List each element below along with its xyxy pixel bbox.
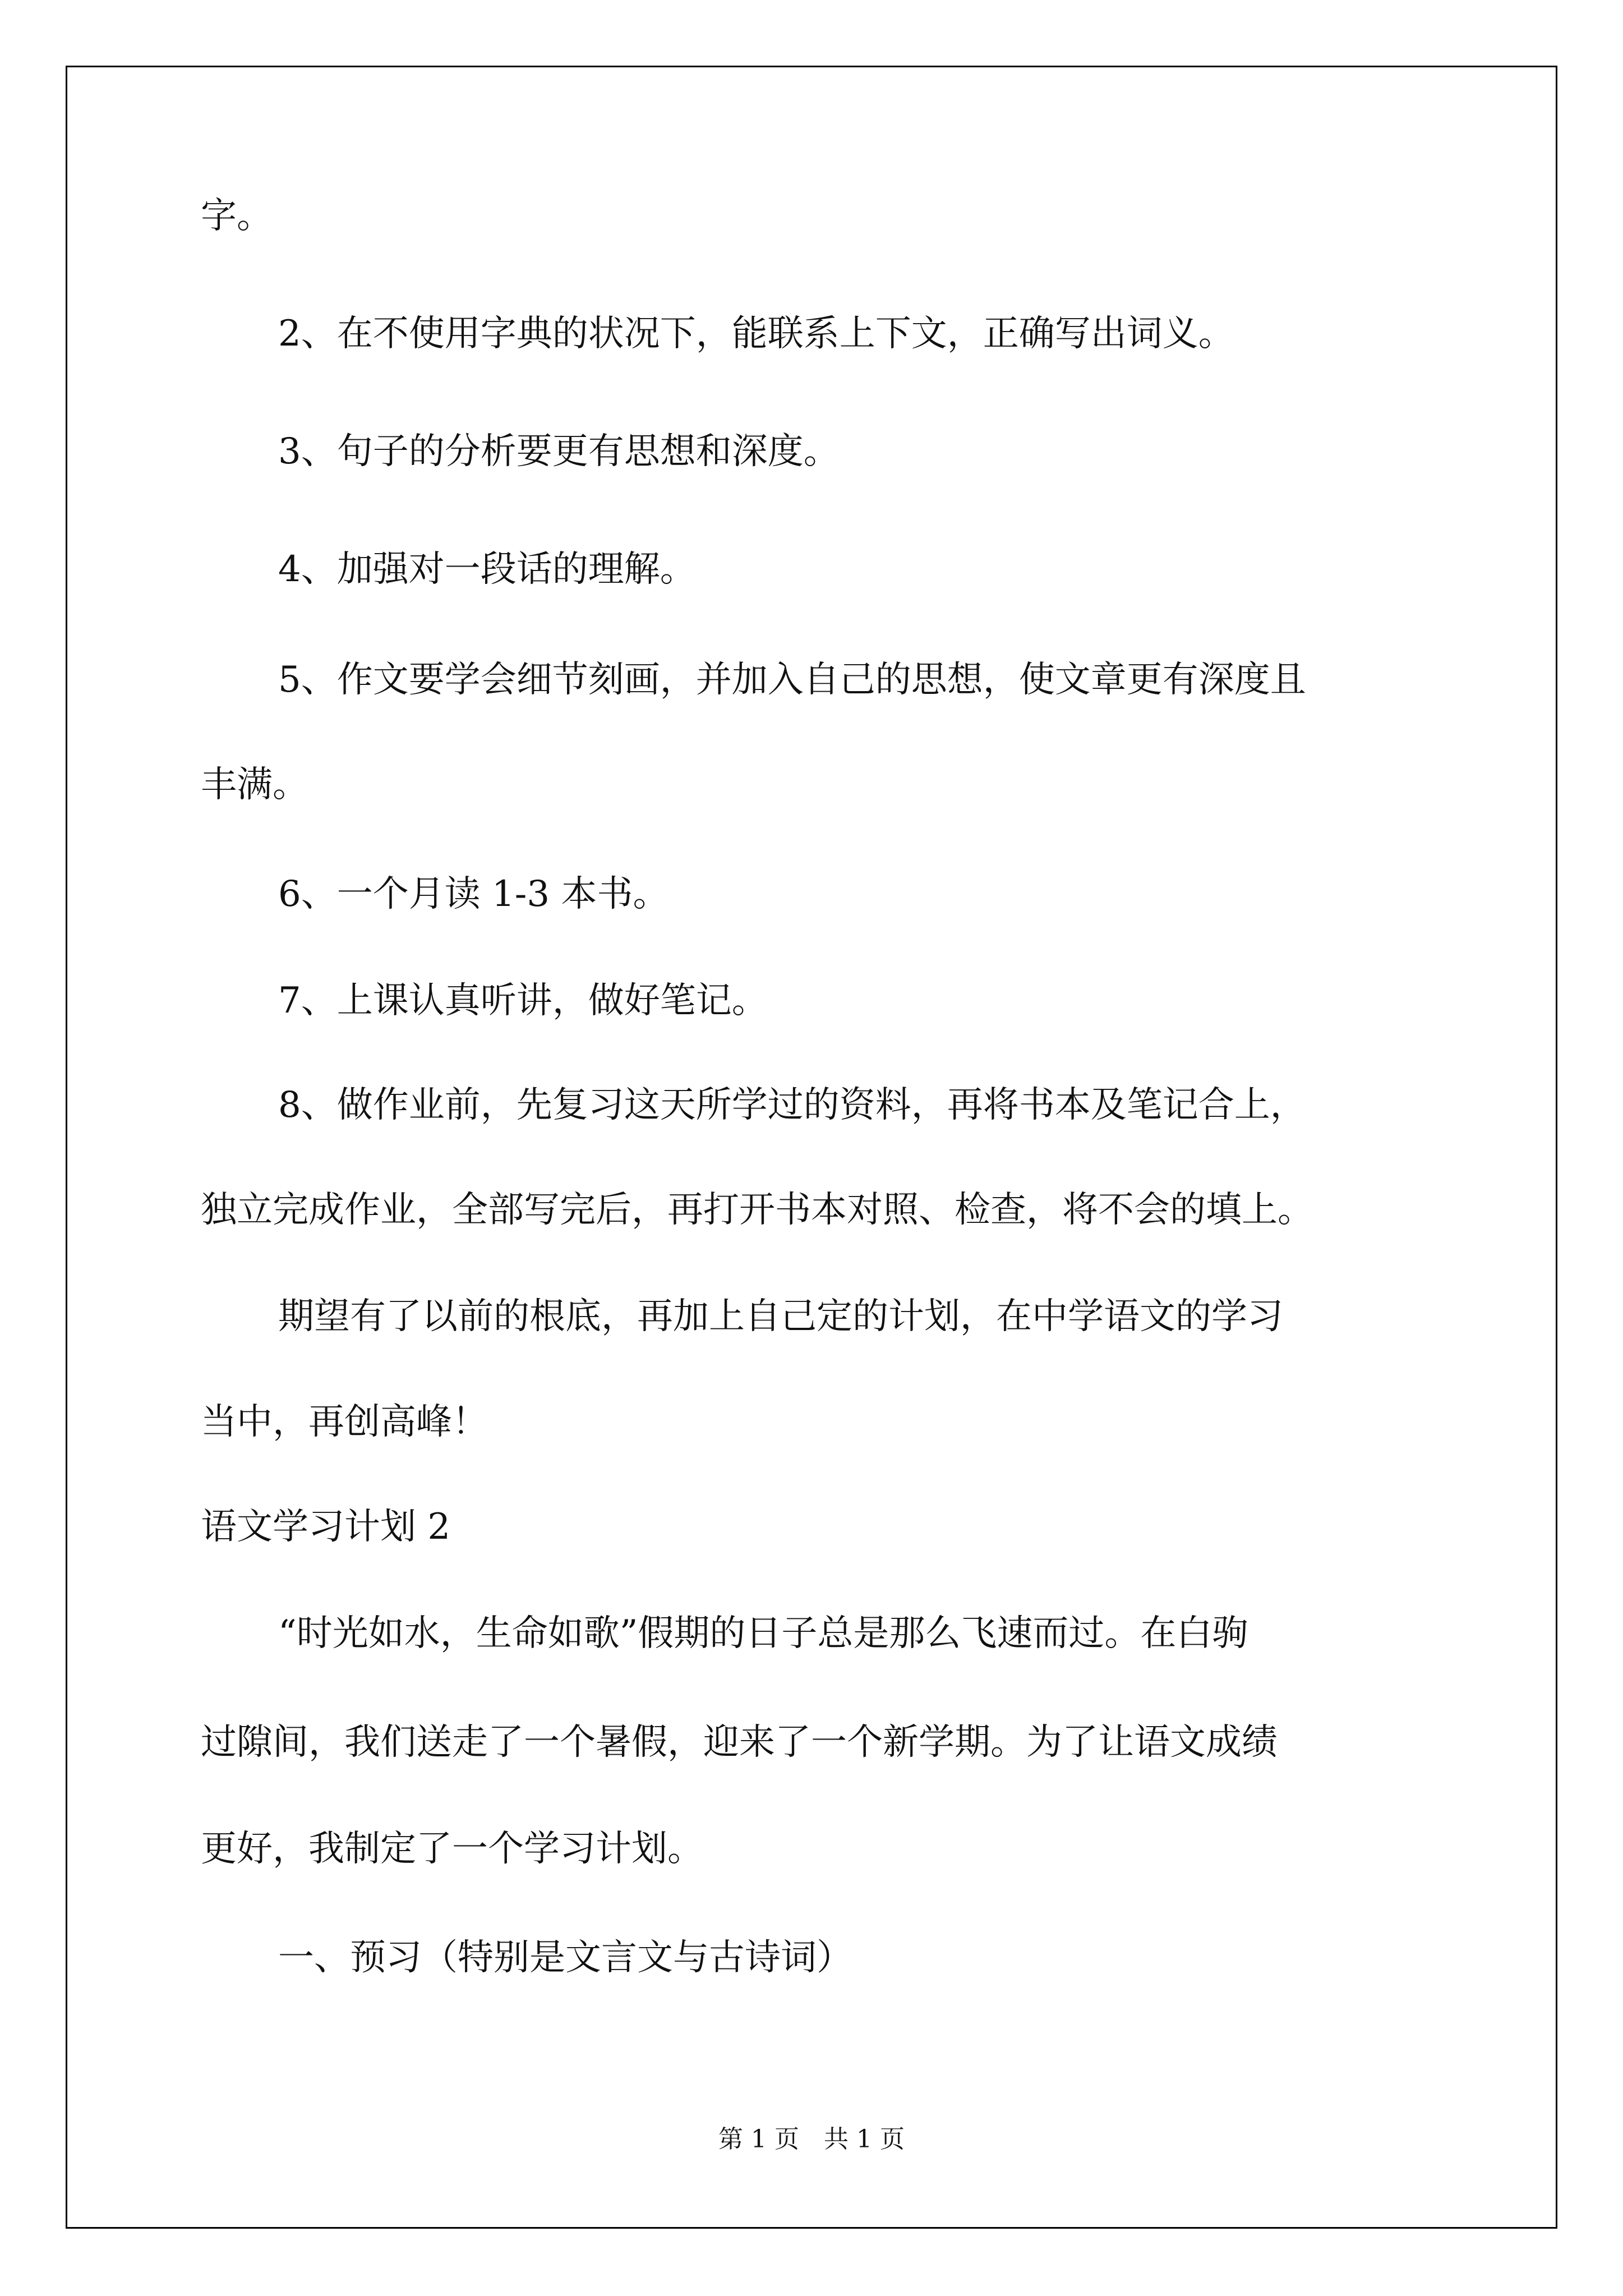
text-line: 7、上课认真听讲，做好笔记。: [278, 980, 768, 1022]
text-line: 过隙间，我们送走了一个暑假，迎来了一个新学期。为了让语文成绩: [201, 1722, 1278, 1763]
text-line: “时光如水，生命如歌”假期的日子总是那么飞速而过。在白驹: [278, 1613, 1248, 1654]
section-heading: 语文学习计划 2: [201, 1506, 451, 1548]
text-line: 5、作文要学会细节刻画，并加入自己的思想，使文章更有深度且: [278, 659, 1306, 701]
text-line: 8、做作业前，先复习这天所学过的资料，再将书本及笔记合上，: [278, 1084, 1306, 1126]
text-line: 字。: [201, 195, 273, 237]
text-line: 3、句子的分析要更有思想和深度。: [278, 431, 840, 472]
text-line: 期望有了以前的根底，再加上自己定的计划，在中学语文的学习: [278, 1296, 1283, 1337]
text-line: 2、在不使用字典的状况下，能联系上下文，正确写出词义。: [278, 313, 1234, 355]
text-line: 6、一个月读 1-3 本书。: [278, 873, 669, 915]
subsection-heading: 一、预习（特别是文言文与古诗词）: [278, 1937, 852, 1978]
page-border: [66, 66, 1557, 2229]
text-line: 更好，我制定了一个学习计划。: [201, 1828, 703, 1870]
page-footer: 第 1 页 共 1 页: [718, 2125, 905, 2154]
text-line: 丰满。: [201, 764, 308, 806]
text-line: 当中，再创高峰！: [201, 1401, 488, 1443]
text-line: 4、加强对一段话的理解。: [278, 549, 696, 590]
text-line: 独立完成作业，全部写完后，再打开书本对照、检查，将不会的填上。: [201, 1189, 1313, 1231]
